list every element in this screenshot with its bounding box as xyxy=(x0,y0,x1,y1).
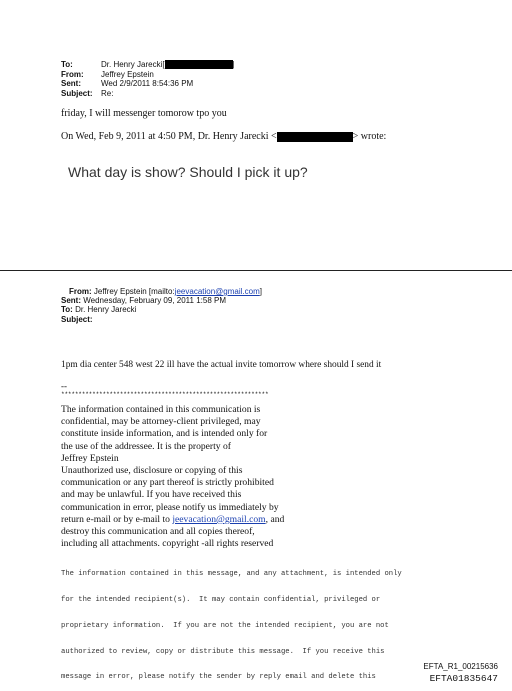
sent-value: Wednesday, February 09, 2011 1:58 PM xyxy=(83,296,226,306)
from-value: Jeffrey Epstein [mailto: xyxy=(93,287,175,296)
mono-line: message in error, please notify the sender by reply email and delete this xyxy=(61,673,376,682)
disclaimer-line: constitute inside information, and is intended only for xyxy=(61,428,268,440)
page-divider xyxy=(0,270,512,271)
mono-line: for the intended recipient(s). It may contain confidential, privileged or xyxy=(61,595,381,604)
disclaimer-line: Unauthorized use, disclosure or copying of this xyxy=(61,465,243,477)
mono-line: authorized to review, copy or distribute this message. If you receive this xyxy=(61,647,385,656)
email1-from-row xyxy=(61,70,235,80)
to-value: Dr. Henry Jarecki[ xyxy=(101,60,165,69)
disclaimer-line: The information contained in this communication is xyxy=(61,404,261,415)
mono-disclaimer xyxy=(61,553,402,691)
subject-label: Subject: xyxy=(61,88,93,98)
disclaimer-line: communication in error, please notify us immediately by xyxy=(61,501,279,513)
from-value: Jeffrey Epstein xyxy=(101,69,154,79)
disclaimer-line: communication or any part thereof is strictly prohibited xyxy=(61,477,274,489)
email2-to-row xyxy=(61,305,262,314)
email1-subject-row xyxy=(61,89,235,99)
email1-body: friday, I will messenger tomorow tpo you xyxy=(61,108,227,119)
mono-line: proprietary information. If you are not the intended recipient, you are not xyxy=(61,621,389,630)
email2-sent-row xyxy=(61,296,262,305)
signature-dashes: -- xyxy=(61,381,67,391)
to-value: Dr. Henry Jarecki xyxy=(75,305,137,315)
disclaimer-line: confidential, may be attorney-client privileged, may xyxy=(61,416,261,428)
subject-value: Re: xyxy=(101,88,114,98)
email2-from-row xyxy=(61,287,262,296)
from-label: From: xyxy=(69,287,92,296)
email1-header xyxy=(61,60,235,98)
to-label: To: xyxy=(61,305,73,315)
disclaimer-text: , and xyxy=(265,513,285,525)
footer-id-2: EFTA01835647 xyxy=(429,673,498,684)
from-close: ] xyxy=(259,287,262,296)
legal-disclaimer xyxy=(61,404,284,550)
signature-stars: ************************************************************ xyxy=(61,391,269,398)
email2-subject-row xyxy=(61,315,262,324)
to-label: To: xyxy=(61,60,73,69)
sent-value: Wed 2/9/2011 8:54:36 PM xyxy=(101,79,194,89)
email2-body: 1pm dia center 548 west 22 ill have the actual invite tomorrow where should I send it xyxy=(61,360,382,370)
disclaimer-text: return e-mail or by e-mail to xyxy=(61,513,173,525)
email1-quoted-text: What day is show? Should I pick it up? xyxy=(68,164,308,180)
footer-id-1: EFTA_R1_00215636 xyxy=(423,662,498,671)
mono-line: The information contained in this message, and any attachment, is intended only xyxy=(61,570,402,579)
disclaimer-line: destroy this communication and all copies thereof, xyxy=(61,526,255,538)
disclaimer-line: Jeffrey Epstein xyxy=(61,452,119,464)
email1-quote-line xyxy=(61,131,386,142)
disclaimer-line: and may be unlawful. If you have received this xyxy=(61,489,242,501)
quote-prefix: On Wed, Feb 9, 2011 at 4:50 PM, Dr. Henry Jarecki < xyxy=(61,131,277,142)
email2-header xyxy=(61,287,262,324)
disclaimer-line: the use of the addressee. It is the property of xyxy=(61,440,231,452)
from-label: From: xyxy=(61,69,84,79)
subject-label: Subject: xyxy=(61,314,93,324)
email1-sent-row xyxy=(61,79,235,89)
disclaimer-line-email xyxy=(61,514,284,526)
sent-label: Sent: xyxy=(61,79,81,89)
redaction-bar xyxy=(277,132,353,142)
from-email-link[interactable]: jeevacation@gmail.com xyxy=(174,287,260,296)
redaction-bar xyxy=(165,60,233,69)
quote-suffix: > wrote: xyxy=(352,131,387,142)
email1-to-row: To: Dr. Henry Jarecki[ | xyxy=(61,60,235,69)
sent-label: Sent: xyxy=(61,296,81,306)
disclaimer-email-link[interactable]: jeevacation@gmail.com xyxy=(172,513,266,525)
disclaimer-line: including all attachments. copyright -all rights reserved xyxy=(61,538,274,550)
